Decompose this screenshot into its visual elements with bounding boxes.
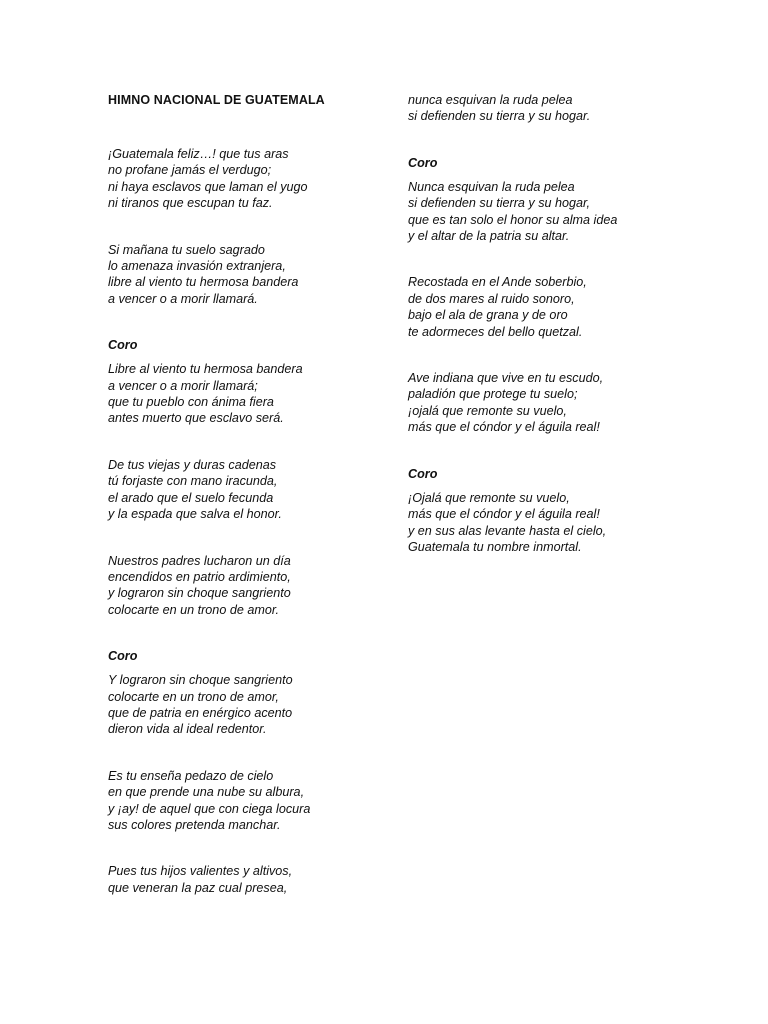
verse-line: lo amenaza invasión extranjera, [108,259,286,274]
verse-line: y ¡ay! de aquel que con ciega locura [108,801,311,816]
verse-line: que veneran la paz cual presea, [108,880,288,895]
verse-line: paladión que protege tu suelo; [408,387,578,402]
verse-line: más que el cóndor y el águila real! [408,507,600,522]
verse-line: Nuestros padres lucharon un día [108,553,291,568]
verse-line: ni haya esclavos que laman el yugo [108,179,308,194]
chorus-4 [408,490,698,556]
verse-line: colocarte en un trono de amor, [108,689,279,704]
verse-line: y la espada que salva el honor. [108,507,282,522]
verse-line: encendidos en patrio ardimiento, [108,569,291,584]
verse-line: a vencer o a morir llamará; [108,378,258,393]
stanza-2 [108,242,398,308]
stanza-6 [108,863,398,896]
verse-line: y en sus alas levante hasta el cielo, [408,523,607,538]
chorus-2 [108,672,398,738]
verse-line: nunca esquivan la ruda pelea [408,93,573,107]
verse-line: ¡Ojalá que remonte su vuelo, [408,490,570,505]
chorus-1 [108,361,398,427]
verse-line: libre al viento tu hermosa bandera [108,275,299,290]
verse-line: De tus viejas y duras cadenas [108,457,277,472]
verse-line: Recostada en el Ande soberbio, [408,275,587,290]
verse-line: en que prende una nube su albura, [108,785,305,800]
verse-line: tú forjaste con mano iracunda, [108,474,278,489]
verse-line: que es tan solo el honor su alma idea [408,212,618,227]
verse-line: Es tu enseña pedazo de cielo [108,768,274,783]
verse-line: colocarte en un trono de amor. [108,602,280,617]
verse-line: dieron vida al ideal redentor. [108,722,267,737]
verse-line: Pues tus hijos valientes y altivos, [108,864,293,879]
right-column [408,92,698,585]
page-title: HIMNO NACIONAL DE GUATEMALA [108,93,325,107]
verse-line: Si mañana tu suelo sagrado [108,242,265,257]
verse-line: si defienden su tierra y su hogar, [408,196,591,211]
verse-line: Ave indiana que vive en tu escudo, [408,371,604,386]
verse-line: no profane jamás el verdugo; [108,163,272,178]
verse-line: a vencer o a morir llamará. [108,291,258,306]
verse-line: el arado que el suelo fecunda [108,490,274,505]
verse-line: sus colores pretenda manchar. [108,817,281,832]
coro-heading: Coro [408,155,438,170]
verse-line: Libre al viento tu hermosa bandera [108,362,303,377]
verse-line: Nunca esquivan la ruda pelea [408,179,575,194]
verse-line: que tu pueblo con ánima fiera [108,395,274,410]
verse-line: Y lograron sin choque sangriento [108,673,293,688]
stanza-8 [408,370,698,436]
stanza-3 [108,457,398,523]
verse-line: antes muerto que esclavo será. [108,411,284,426]
verse-line: bajo el ala de grana y de oro [408,308,568,323]
stanza-7 [408,274,698,340]
verse-line: que de patria en enérgico acento [108,705,293,720]
verse-line: de dos mares al ruido sonoro, [408,291,575,306]
left-column [108,92,398,926]
stanza-5 [108,768,398,834]
stanza-4 [108,553,398,619]
verse-line: ni tiranos que escupan tu faz. [108,196,273,211]
chorus-3 [408,179,698,245]
verse-line: ¡ojalá que remonte su vuelo, [408,403,567,418]
verse-line: y lograron sin choque sangriento [108,586,291,601]
verse-line: te adormeces del bello quetzal. [408,324,583,339]
coro-heading: Coro [108,338,138,353]
coro-heading: Coro [408,466,438,481]
verse-line: más que el cóndor y el águila real! [408,420,600,435]
verse-line: si defienden su tierra y su hogar. [408,109,591,124]
verse-line: ¡Guatemala feliz…! que tus aras [108,147,289,161]
verse-line: y el altar de la patria su altar. [408,229,570,244]
verse-line: Guatemala tu nombre inmortal. [408,539,582,554]
stanza-6-continued [408,92,698,125]
coro-heading: Coro [108,649,138,664]
stanza-1 [108,146,398,212]
